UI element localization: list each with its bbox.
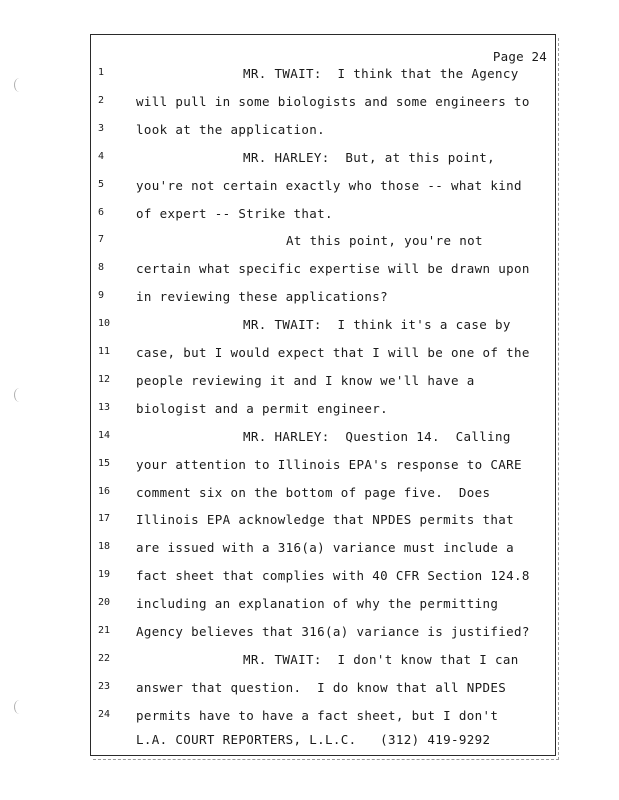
transcript-line <box>98 233 556 261</box>
line-text: people reviewing it and I know we'll have a <box>136 372 475 388</box>
line-number: 7 <box>98 234 105 246</box>
transcript-line <box>98 345 556 373</box>
line-number: 17 <box>98 513 111 525</box>
transcript-line <box>98 289 556 317</box>
transcript-line <box>98 512 556 540</box>
line-number: 3 <box>98 122 105 134</box>
line-number: 15 <box>98 457 111 469</box>
transcript-line <box>98 317 556 345</box>
line-text: including an explanation of why the permitting <box>136 596 499 612</box>
line-number: 21 <box>98 625 111 636</box>
transcript-line <box>98 261 556 289</box>
line-number: 4 <box>98 150 105 162</box>
line-number: 11 <box>98 346 111 357</box>
line-number: 1 <box>98 67 105 78</box>
transcript-line <box>98 568 556 596</box>
line-text: Agency believes that 316(a) variance is justified? <box>136 624 530 639</box>
line-text: certain what specific expertise will be drawn upon <box>136 261 530 277</box>
line-number: 5 <box>98 178 105 190</box>
line-text: fact sheet that complies with 40 CFR Section 124.8 <box>136 568 530 584</box>
line-number: 8 <box>98 262 105 274</box>
line-number: 14 <box>98 429 111 441</box>
transcript-line <box>98 652 556 680</box>
line-text: you're not certain exactly who those -- what kind <box>136 177 522 193</box>
transcript-line <box>98 596 556 624</box>
line-text: MR. HARLEY: Question 14. Calling <box>243 428 511 444</box>
line-text: MR. HARLEY: But, at this point, <box>243 149 496 165</box>
transcript-line <box>98 178 556 206</box>
transcript-line <box>98 150 556 178</box>
punch-mark-top <box>14 78 25 92</box>
line-text: Illinois EPA acknowledge that NPDES permits that <box>136 512 515 528</box>
page-number-label: Page 24 <box>492 49 547 64</box>
line-text: of expert -- Strike that. <box>136 205 333 221</box>
line-text: look at the application. <box>136 121 326 137</box>
court-reporter-footer: L.A. COURT REPORTERS, L.L.C. (312) 419-9292 <box>136 732 491 747</box>
line-number: 12 <box>98 373 111 385</box>
line-text: answer that question. I do know that all NPDES <box>136 679 507 695</box>
transcript-line <box>98 680 556 708</box>
punch-mark-bottom <box>14 700 25 714</box>
line-text: case, but I would expect that I will be one of the <box>136 345 530 360</box>
line-text: your attention to Illinois EPA's response to CARE <box>136 456 522 472</box>
line-number: 9 <box>98 290 105 302</box>
transcript-line <box>98 206 556 234</box>
transcript-line <box>98 66 556 94</box>
transcript-line <box>98 373 556 401</box>
line-text: comment six on the bottom of page five. Does <box>136 484 491 500</box>
line-text: are issued with a 316(a) variance must include a <box>136 540 515 556</box>
line-text: will pull in some biologists and some engineers to <box>136 93 530 109</box>
transcript-line <box>98 401 556 429</box>
line-number: 16 <box>98 485 111 497</box>
transcript-line <box>98 457 556 485</box>
transcript-line <box>98 94 556 122</box>
transcript-line <box>98 540 556 568</box>
line-number: 2 <box>98 94 105 106</box>
transcript-line <box>98 429 556 457</box>
line-number: 24 <box>98 708 111 720</box>
line-number: 18 <box>98 541 111 553</box>
line-number: 19 <box>98 569 111 581</box>
line-text: permits have to have a fact sheet, but I don't <box>136 707 499 723</box>
line-text: At this point, you're not <box>286 233 483 249</box>
line-number: 10 <box>98 318 111 330</box>
line-text: MR. TWAIT: I don't know that I can <box>243 651 519 667</box>
transcript-line <box>98 485 556 513</box>
line-text: biologist and a permit engineer. <box>136 400 389 416</box>
line-number: 22 <box>98 652 111 664</box>
line-text: MR. TWAIT: I think that the Agency <box>243 66 519 81</box>
line-text: in reviewing these applications? <box>136 289 389 305</box>
punch-mark-middle <box>14 388 25 402</box>
line-number: 6 <box>98 206 105 218</box>
line-text: MR. TWAIT: I think it's a case by <box>243 317 511 333</box>
transcript-line <box>98 122 556 150</box>
line-number: 20 <box>98 597 111 609</box>
line-number: 13 <box>98 401 111 413</box>
transcript-line <box>98 624 556 652</box>
line-number: 23 <box>98 680 111 692</box>
